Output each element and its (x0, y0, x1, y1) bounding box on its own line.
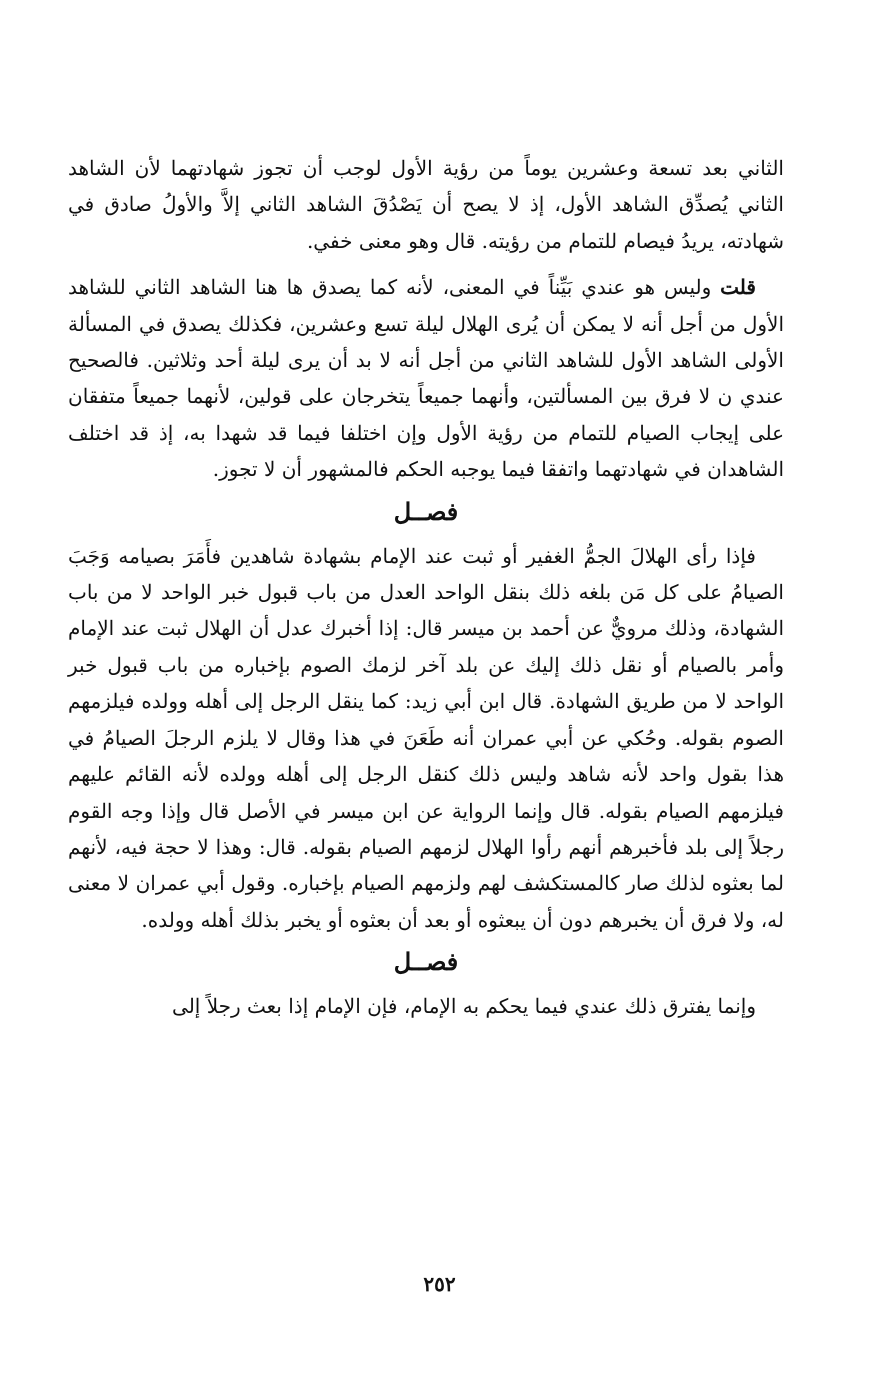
section-heading-1: فصــل (393, 496, 459, 526)
page-number: ٢٥٢ (423, 1272, 456, 1296)
paragraph-3: فإذا رأى الهلالَ الجمُّ الغفير أو ثبت عند الإمام بشهادة شاهدين فأَمَرَ بصيامه وَجَبَ الصيامُ على كل مَن بلغه ذلك بنقل الواحد العدل من باب قبول خبر الواحد لا من باب الشهادة، وذلك مرويٌّ عن أحمد بن ميسر قال: إذا أخبرك عدل أن الهلال ثبت عند الإمام وأمر بالصيام أو نقل ذلك إليك عن بلد آخر لزمك الصوم بإخباره من باب قبول خبر الواحد لا من طريق الشهادة. قال ابن أبي زيد: كما ينقل الرجل إلى أهله وولده فيلزمهم الصوم بقوله. وحُكي عن أبي عمران أنه طَعَنَ في هذا وقال لا يلزم الرجلَ الصيامُ في هذا بقول واحد لأنه شاهد وليس ذلك كنقل الرجل إلى أهله وولده لأنه القائم عليهم فيلزمهم الصيام بقوله. قال وإنما الرواية عن ابن ميسر في الأصل قال وإذا وجه القوم رجلاً إلى بلد فأخبرهم أنهم رأوا الهلال لزمهم الصيام بقوله. قال: وهذا لا حجة فيه، لأنهم لما بعثوه لذلك صار كالمستكشف لهم ولزمهم الصيام بإخباره. وقول أبي عمران لا معنى له، ولا فرق أن يخبرهم دون أن يبعثوه أو بعد أن بعثوه أو يخبر بذلك أهله وولده. (68, 543, 785, 932)
paragraph-1: الثاني بعد تسعة وعشرين يوماً من رؤية الأول لوجب أن تجوز شهادتهما لأن الشاهد الثاني يُصدِّق الشاهد الأول، إذ لا يصح أن يَصْدُقَ الشاهد الثاني إلاَّ والأولُ صادق في شهادته، يريدُ فيصام للتمام من رؤيته. قال وهو معنى خفي. (68, 156, 784, 253)
section-heading-2: فصــل (393, 947, 459, 977)
paragraph-2 (68, 269, 784, 487)
page-body (68, 150, 784, 1025)
paragraph-4: وإنما يفترق ذلك عندي فيما يحكم به الإمام، فإن الإمام إذا بعث رجلاً إلى (172, 994, 756, 1019)
paragraph-2-lead: قلت (720, 275, 756, 300)
paragraph-2-text: وليس هو عندي بَيِّناً في المعنى، لأنه كما يصدق ها هنا الشاهد الثاني للشاهد الأول من أجل أنه لا يمكن أن يُرى الهلال ليلة تسع وعشرين، فكذلك يصدق في المسألة الأولى الشاهد الأول للشاهد الثاني من أجل أنه لا بد أن يرى ليلة أحد وثلاثين. فالصحيح عندي ن لا فرق بين المسألتين، وأنهما جميعاً يتخرجان على قولين، لأنهما جميعاً متفقان على إيجاب الصيام للتمام من رؤية الأول وإن اختلفا فيما قد شهدا به، إذ قد اختلف الشاهدان في شهادتهما واتفقا فيما يوجبه الحكم فالمشهور أن لا تجوز. (68, 275, 784, 482)
